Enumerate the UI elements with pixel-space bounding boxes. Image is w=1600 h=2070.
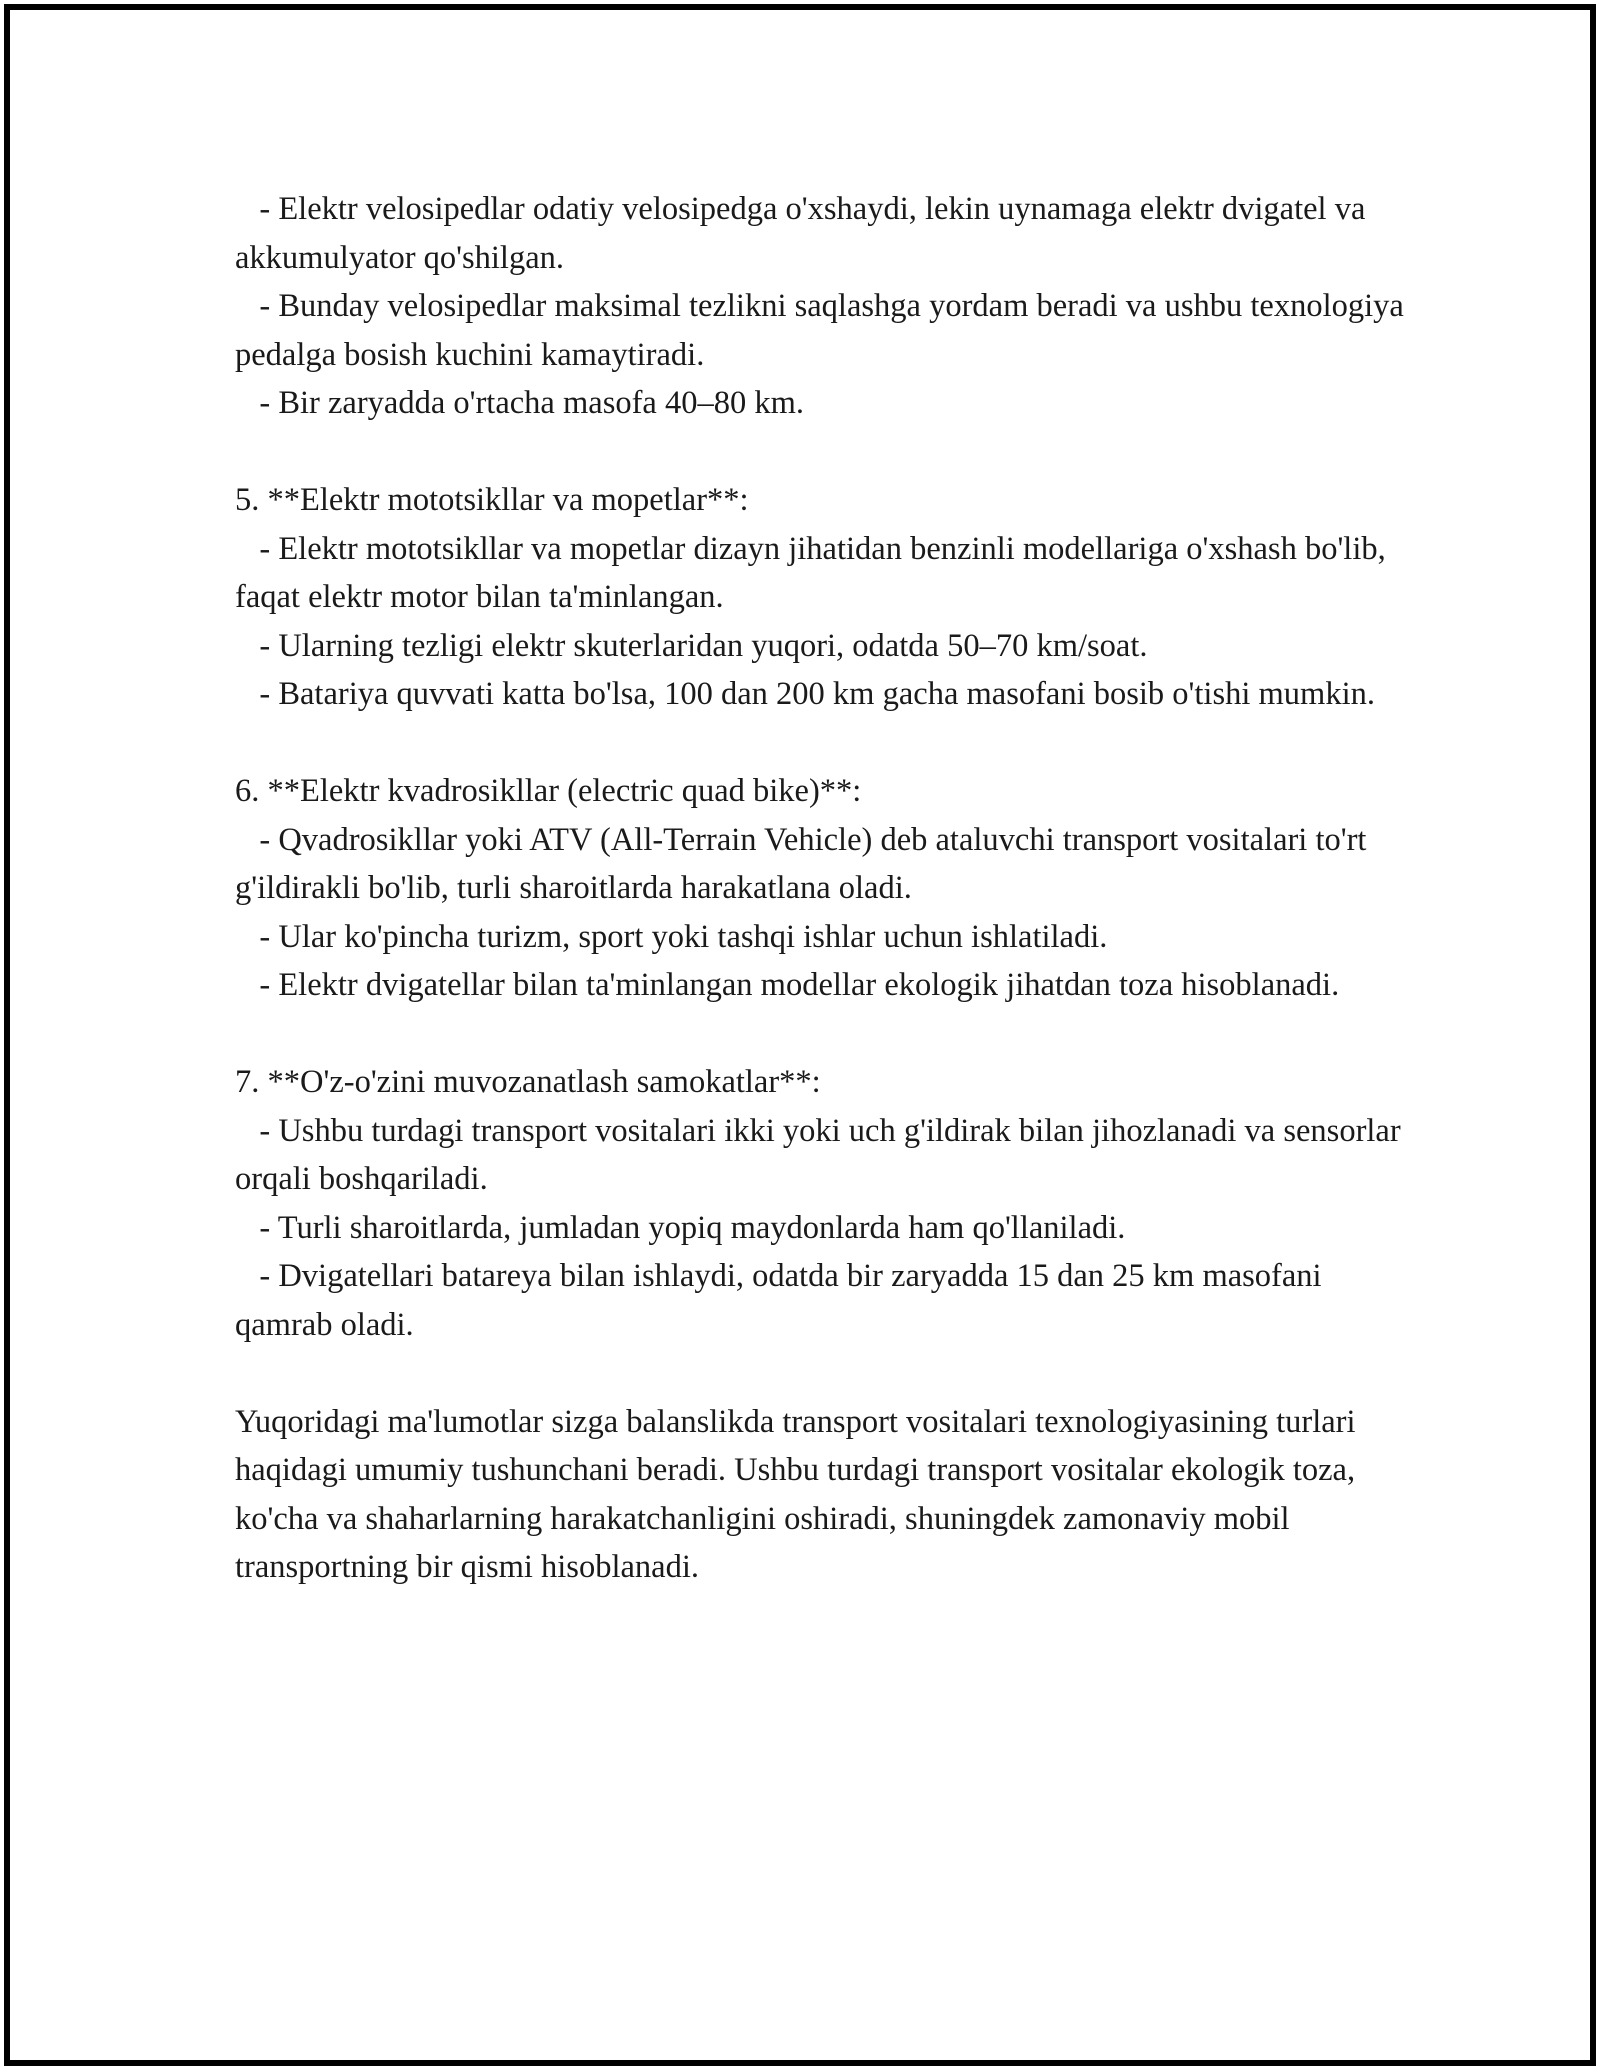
- section-6-heading: 6. **Elektr kvadrosikllar (electric quad bike)**:: [235, 773, 862, 809]
- conclusion-paragraph: Yuqoridagi ma'lumotlar sizga balanslikda transport vositalari texnologiyasining turlari haqidagi umumiy tushunchani beradi. Ushbu turdagi transport vositalar ekologik toza, ko'cha va shaharlarning harakatchanligini oshiradi, shuningdek zamonaviy mobil transportning bir qismi hisoblanadi.: [235, 1403, 1364, 1585]
- section-7-bullet-1: - Ushbu turdagi transport vositalari ikki yoki uch g'ildirak bilan jihozlanadi va sensorlar orqali boshqariladi.: [235, 1112, 1409, 1197]
- section-7-heading: 7. **O'z-o'zini muvozanatlash samokatlar**:: [235, 1064, 821, 1100]
- document-body: [235, 185, 1415, 1592]
- paragraph-gap: [235, 1010, 1415, 1059]
- section-4-bullet-3: - Bir zaryadda o'rtacha masofa 40–80 km.: [235, 385, 804, 421]
- section-7-bullet-3: - Dvigatellari batareya bilan ishlaydi, odatda bir zaryadda 15 dan 25 km masofani qamrab oladi.: [235, 1258, 1330, 1343]
- section-4-bullet-1: - Elektr velosipedlar odatiy velosipedga o'xshaydi, lekin uynamaga elektr dvigatel va akkumulyator qo'shilgan.: [235, 191, 1374, 276]
- section-5-bullet-2: - Ularning tezligi elektr skuterlaridan yuqori, odatda 50–70 km/soat.: [235, 627, 1148, 664]
- section-5-heading: 5. **Elektr mototsikllar va mopetlar**:: [235, 482, 749, 518]
- paragraph-gap: [235, 428, 1415, 477]
- section-5-bullet-3: - Batariya quvvati katta bo'lsa, 100 dan 200 km gacha masofani bosib o'tishi mumkin.: [235, 676, 1375, 712]
- section-6-bullet-2: - Ular ko'pincha turizm, sport yoki tashqi ishlar uchun ishlatiladi.: [235, 918, 1108, 955]
- section-4-bullet-2: - Bunday velosipedlar maksimal tezlikni saqlashga yordam beradi va ushbu texnologiya pedalga bosish kuchini kamaytiradi.: [235, 288, 1412, 373]
- section-5-bullet-1: - Elektr mototsikllar va mopetlar dizayn jihatidan benzinli modellariga o'xshash bo'lib, faqat elektr motor bilan ta'minlangan.: [235, 530, 1394, 615]
- paragraph-gap: [235, 1349, 1415, 1398]
- paragraph-gap: [235, 719, 1415, 768]
- section-7-bullet-2: - Turli sharoitlarda, jumladan yopiq maydonlarda ham qo'llaniladi.: [235, 1209, 1126, 1246]
- section-6-bullet-1: - Qvadrosikllar yoki ATV (All-Terrain Vehicle) deb ataluvchi transport vositalari to'rt g'ildirakli bo'lib, turli sharoitlarda harakatlana oladi.: [235, 821, 1375, 906]
- section-6-bullet-3: - Elektr dvigatellar bilan ta'minlangan modellar ekologik jihatdan toza hisoblanadi.: [235, 967, 1340, 1003]
